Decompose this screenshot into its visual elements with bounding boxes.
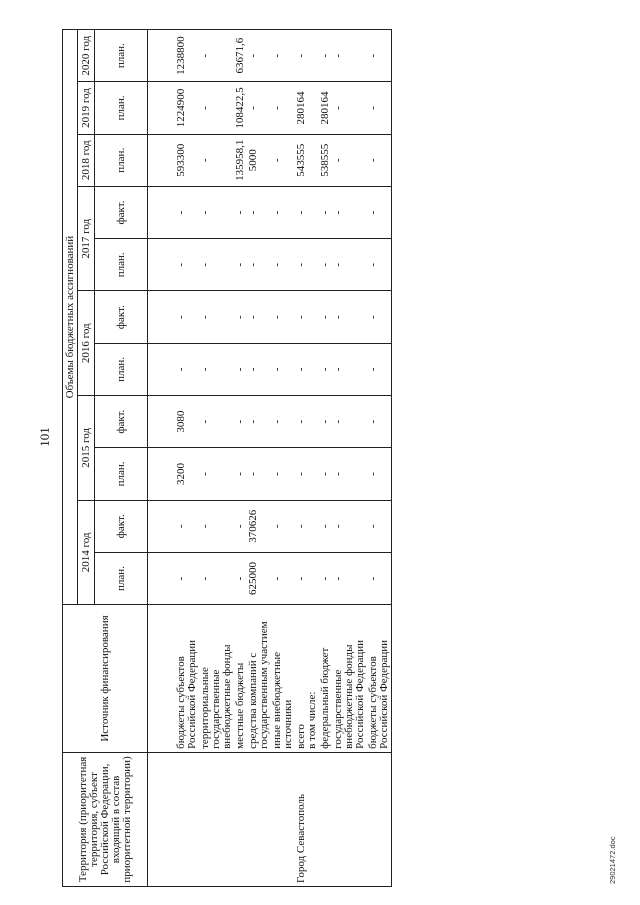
value-cell: - [271, 500, 295, 552]
source-cell: всего в том числе: [295, 605, 319, 753]
value-cell: - [367, 500, 392, 552]
value-cell: - [199, 291, 234, 343]
plan-header: план. [95, 239, 148, 291]
value-cell: - [367, 239, 392, 291]
value-cell: - [332, 239, 367, 291]
fact-header: факт. [95, 291, 148, 343]
value-cell: - [234, 500, 247, 552]
plan-header: план. [95, 82, 148, 134]
value-cell: - [148, 239, 200, 291]
value-cell: - [148, 343, 200, 395]
value-cell: 593300 [148, 134, 200, 186]
value-cell: - [367, 448, 392, 500]
territory-header: Территория (приоритетная территория, субъект Российской Федерации, входящий в состав приоритетной территории) [63, 752, 148, 886]
value-cell: - [247, 82, 271, 134]
value-cell: 3200 [148, 448, 200, 500]
value-cell: - [234, 396, 247, 448]
value-cell: - [319, 448, 332, 500]
source-cell: местные бюджеты [234, 605, 247, 753]
value-cell: - [332, 396, 367, 448]
value-cell: - [199, 552, 234, 604]
value-cell: - [367, 82, 392, 134]
budget-table-container [62, 29, 535, 887]
value-cell: - [295, 448, 319, 500]
source-cell: иные внебюджетные источники [271, 605, 295, 753]
value-cell: - [234, 291, 247, 343]
table-row [319, 30, 332, 887]
year-header-2020: 2020 год [78, 30, 95, 82]
value-cell: - [367, 552, 392, 604]
value-cell: - [295, 30, 319, 82]
plan-header: план. [95, 30, 148, 82]
value-cell: - [332, 552, 367, 604]
territory-cell [332, 752, 367, 886]
value-cell: - [234, 239, 247, 291]
value-cell: - [367, 343, 392, 395]
value-cell: 538555 [319, 134, 332, 186]
value-cell: - [271, 134, 295, 186]
year-header-2014: 2014 год [78, 500, 95, 605]
value-cell: - [199, 343, 234, 395]
territory-cell [367, 752, 392, 886]
table-row [332, 30, 367, 887]
year-header-2017: 2017 год [78, 186, 95, 291]
value-cell: 543555 [295, 134, 319, 186]
value-cell: - [332, 500, 367, 552]
value-cell: - [247, 448, 271, 500]
value-cell: - [271, 239, 295, 291]
table-row [271, 30, 295, 887]
value-cell: - [295, 396, 319, 448]
value-cell: - [271, 396, 295, 448]
value-cell: 5000 [247, 134, 271, 186]
page-number: 101 [37, 427, 52, 447]
source-cell: средства компаний с государственным участием [247, 605, 271, 753]
source-cell: бюджеты субъектов Российской Федерации [148, 605, 200, 753]
value-cell: - [234, 186, 247, 238]
value-cell: - [295, 343, 319, 395]
source-cell: федеральный бюджет [319, 605, 332, 753]
value-cell: 280164 [319, 82, 332, 134]
value-cell: - [295, 239, 319, 291]
value-cell: - [367, 396, 392, 448]
value-cell: - [319, 500, 332, 552]
table-row [247, 30, 271, 887]
value-cell: 280164 [295, 82, 319, 134]
value-cell: 3080 [148, 396, 200, 448]
value-cell: - [271, 448, 295, 500]
value-cell: - [247, 239, 271, 291]
fact-header: факт. [95, 186, 148, 238]
value-cell: - [295, 500, 319, 552]
value-cell: - [319, 186, 332, 238]
value-cell: 135958,1 [234, 134, 247, 186]
document-footer: 29021472.doc [608, 836, 617, 884]
table-row [234, 30, 247, 887]
value-cell: - [199, 448, 234, 500]
value-cell: - [247, 186, 271, 238]
territory-cell [271, 752, 295, 886]
territory-cell [319, 752, 332, 886]
table-body [148, 30, 392, 887]
year-header-2015: 2015 год [78, 396, 95, 501]
table-row [148, 30, 200, 887]
value-cell: - [234, 343, 247, 395]
value-cell: - [319, 396, 332, 448]
value-cell: - [234, 552, 247, 604]
value-cell: - [332, 186, 367, 238]
value-cell: - [367, 186, 392, 238]
value-cell: - [199, 396, 234, 448]
value-cell: 1224900 [148, 82, 200, 134]
value-cell: - [319, 552, 332, 604]
fact-header: факт. [95, 396, 148, 448]
value-cell: - [295, 552, 319, 604]
territory-cell: Город Севастополь [295, 752, 319, 886]
plan-header: план. [95, 448, 148, 500]
source-cell: государственные внебюджетные фонды Российской Федерации [332, 605, 367, 753]
value-cell: - [271, 82, 295, 134]
plan-header: план. [95, 343, 148, 395]
value-cell: - [271, 291, 295, 343]
value-cell: - [199, 30, 234, 82]
year-header-2019: 2019 год [78, 82, 95, 134]
table-row [367, 30, 392, 887]
value-cell: - [199, 500, 234, 552]
value-cell: - [332, 82, 367, 134]
value-cell: 625000 [247, 552, 271, 604]
value-cell: - [247, 343, 271, 395]
source-header: Источник финансирования [63, 605, 148, 753]
value-cell: 108422,5 [234, 82, 247, 134]
value-cell: - [199, 134, 234, 186]
value-cell: - [367, 30, 392, 82]
value-cell: - [199, 82, 234, 134]
value-cell: 63671,6 [234, 30, 247, 82]
value-cell: - [234, 448, 247, 500]
value-cell: - [295, 186, 319, 238]
value-cell: - [148, 291, 200, 343]
value-cell: - [367, 134, 392, 186]
value-cell: - [247, 396, 271, 448]
value-cell: - [199, 239, 234, 291]
value-cell: 370626 [247, 500, 271, 552]
table-row [199, 30, 234, 887]
value-cell: - [367, 291, 392, 343]
territory-cell [247, 752, 271, 886]
value-cell: 1238800 [148, 30, 200, 82]
volumes-header: Объемы бюджетных ассигнований [63, 30, 78, 605]
budget-table [62, 29, 392, 887]
value-cell: - [332, 291, 367, 343]
value-cell: - [148, 552, 200, 604]
territory-cell [234, 752, 247, 886]
value-cell: - [148, 186, 200, 238]
value-cell: - [319, 291, 332, 343]
source-cell: территориальные государственные внебюджетные фонды [199, 605, 234, 753]
value-cell: - [271, 343, 295, 395]
value-cell: - [332, 343, 367, 395]
value-cell: - [148, 500, 200, 552]
year-header-2018: 2018 год [78, 134, 95, 186]
value-cell: - [247, 30, 271, 82]
value-cell: - [332, 30, 367, 82]
value-cell: - [199, 186, 234, 238]
value-cell: - [271, 552, 295, 604]
fact-header: факт. [95, 500, 148, 552]
territory-cell [199, 752, 234, 886]
plan-header: план. [95, 134, 148, 186]
value-cell: - [271, 186, 295, 238]
value-cell: - [332, 448, 367, 500]
year-header-2016: 2016 год [78, 291, 95, 396]
value-cell: - [319, 30, 332, 82]
territory-cell [148, 752, 200, 886]
value-cell: - [332, 134, 367, 186]
value-cell: - [319, 239, 332, 291]
value-cell: - [247, 291, 271, 343]
source-cell: бюджеты субъектов Российской Федерации [367, 605, 392, 753]
value-cell: - [319, 343, 332, 395]
plan-header: план. [95, 552, 148, 604]
value-cell: - [271, 30, 295, 82]
value-cell: - [295, 291, 319, 343]
table-row [295, 30, 319, 887]
